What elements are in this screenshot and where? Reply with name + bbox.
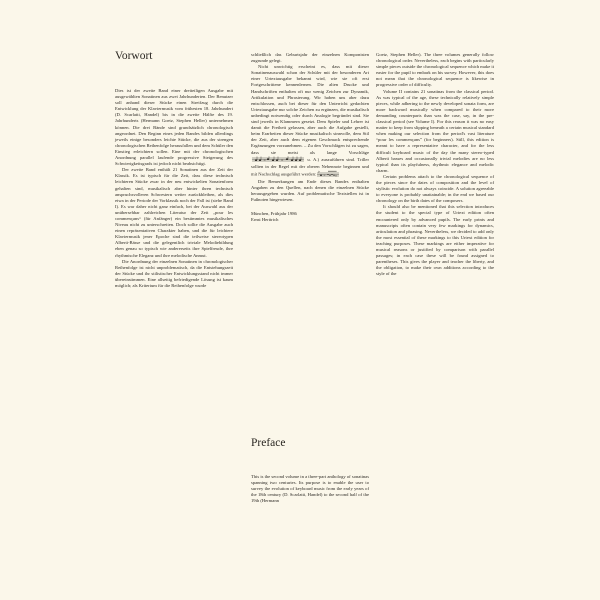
vorwort-text: Nicht unwichtig erscheint es, dass mit dieser Sonatinenauswahl schon der Schüler mit der besonderen Art einer Urtextausgabe bekannt wird, wie sie oft erst Fortgeschrittene kennenlernen. Die alten Drucke und Handschriften enthalten oft nur wenig Zeichen zur Dynamik, Artikulation und Phrasierung. Wir haben uns aber dazu entschlossen, auch bei dieser für den Unterricht gedachten Urtextausgabe nur solche Zeichen zu ergänzen, die musikalisch unbedingt notwendig oder durch Analogie begründet sind. Sie sind jeweils in Klammern gesetzt. Dem Spieler und Lehrer ist damit die Freiheit gelassen, aber auch die Aufgabe gestellt, beim Erarbeiten dieser Stücke musikalisch sinnvolle, dem Stil der Zeit, aber auch dem eigenen Geschmack entsprechende Ergänzungen vorzunehmen. – Zu den Vorschlägen ist zu sagen, dass sie meist als lange Vorschläge (251, 64, 369, 155)
appoggiatura-notation-icon (251, 156, 305, 164)
vorwort-text: u. A.) auszuführen sind. Triller sollten in der Regel mit der oberen Nebennote beginnen und mit Nachschlag ausgeführt werden: (251, 156, 369, 177)
vorwort-paragraph: Dies ist der zweite Band einer dreiteiligen Ausgabe mit ausgewählten Sonatinen aus zwei Jahrhunderten. Der Benutzer soll anhand dieser Stücke einen Streifzug durch die Entwicklung der Klaviermusik vom frühesten 18. Jahrhundert (D. Scarlatti, Handel) bis in die zweite Hälfte des 19. Jahrhunderts (Hermann Goetz, Stephen Heller) unternehmen können. Die drei Bände sind grundsätzlich chronologisch angeordnet. Den Beginn eines jeden Bandes bilden allerdings jeweils einige besonders leichte Stücke, die aus der strengen chronologischen Reihenfolge herausfallen und dem Schüler den Einstieg erleichtern sollen. Eine mit der chronologischen Anordnung parallel laufende progressive Steigerung des Schwierigkeitsgrads ist jedoch nicht beabsichtigt. (115, 88, 233, 167)
vorwort-paragraph: Der zweite Band enthält 21 Sonatinen aus der Zeit der Klassik. Es ist typisch für die Zeit, dass diese technisch leichteren Stücke zwar in der neu entwickelten Sonatenform gehalten sind, musikalisch aber hinter ihren technisch anspruchsvolleren Schwestern weiter zurückbleiben, als dies etwa in der Periode der Vorklassik noch der Fall ist (siehe Band I). Es war daher nicht ganz einfach, bei der Auswahl aus der unübersehbar zahlreichen Literatur der Zeit „pour les commençans“ (für Anfänger) ein bestimmtes musikalisches Niveau nicht zu unterschreiten. Doch sollte die Ausgabe auch einen repräsentativen Charakter haben, und die für leichtere Klaviermusik jener Epoche sind die teilweise stereotypen Alberti-Bässe und die gelegentlich triviale Melodiebildung eben genau so typisch wie andererseits ihre Spielfreude, ihre rhythmische Eleganz und ihre melodische Anmut. (115, 167, 233, 258)
vorwort-column-2 (251, 52, 369, 223)
svg-text:=: = (323, 172, 326, 177)
vorwort-heading: Vorwort (115, 50, 153, 62)
preface-paragraph: Certain problems attach to the chronological sequence of the pieces since the dates of composition and the level of stylistic evolution do not always coincide. A solution agreeable to everyone is probably unattainable; in the end we based our chronology on the birth dates of the composers. (376, 173, 494, 204)
vorwort-paragraph: schließlich das Geburtsjahr der einzelnen Komponisten zugrunde gelegt. (251, 52, 369, 64)
vorwort-paragraph: Die Bemerkungen am Ende dieses Bandes enthalten Angaben zu den Quellen, nach denen die einzelnen Stücke herausgegeben wurden. Auf problematische Textstellen ist in Fußnoten hingewiesen. (251, 178, 369, 202)
trill-notation-icon (317, 170, 339, 179)
vorwort-paragraph: Die Anordnung der einzelnen Sonatinen in chronologischer Reihenfolge ist nicht unproblematisch, da die Entstehungszeit der Stücke und ihr stilistischer Entwicklungsstand nicht immer übereinstimmen. Eine allseitig befriedigende Lösung ist kaum möglich; als Kriterium für die Reihenfolge wurde (115, 258, 233, 288)
vorwort-column-1 (115, 88, 233, 289)
preface-paragraph: Volume II contains 21 sonatinas from the classical period. As was typical of the age, these technically relatively simple pieces, while adhering to the newly developed sonata form, are more backward musically when compared to their more demanding counterparts than was the case, say, in the pre-classical period (see Volume I). For this reason it was no easy matter to keep from slipping beneath a certain musical standard when making our selection from the period's vast literature “pour les commençans” (for beginners). Still, this edition is meant to have a representative character, and for the less difficult keyboard music of the day the many stereo-typed Alberti basses and occasionally trivial melodies are no less typical than its playfulness, rhythmic elegance and melodic charm. (376, 88, 494, 173)
vorwort-paragraph-with-notation (251, 64, 369, 179)
vorwort-signature (251, 211, 369, 223)
signature-author: Ernst Herttrich (251, 217, 279, 223)
svg-text:tr: tr (318, 169, 321, 173)
preface-paragraph: It should also be mentioned that this selection introduces the student to the special type of Urtext edition often encountered only by advanced pupils. The early prints and manuscripts often contain very few markings for dynamics, articulation and phrasing. Nevertheless, we decided to add only the most essential of these markings to this Urtext edition for teaching purposes. These markings are either imperative for musical reasons or justified by comparison with parallel passages; in each case these will be found assigned to parentheses. This gives the player and teacher the liberty, and the obligation, to make their own additions according to the style of the (376, 204, 494, 277)
preface-paragraph: This is the second volume in a three-part anthology of sonatinas spanning two centuries. Its purpose is to enable the user to survey the evolution of keyboard music from the early years of the 18th century (D. Scarlatti, Handel) to the second half of the 19th (Hermann (251, 474, 369, 504)
svg-text:=: = (281, 156, 284, 162)
svg-text:=: = (263, 156, 266, 162)
signature-place-date: München, Frühjahr 1986 (251, 211, 297, 217)
preface-column-1 (251, 474, 369, 504)
preface-paragraph: Goetz, Stephen Heller). The three volumes generally follow chronological order. Nevertheless, each begins with particularly simple pieces outside the chronological sequence which make it easier for the pupil to embark on his survey. However, this does not mean that the chronological sequence is likewise in progressive order of difficulty. (376, 52, 494, 88)
preface-column-2 (376, 52, 494, 277)
preface-heading: Preface (251, 437, 286, 449)
